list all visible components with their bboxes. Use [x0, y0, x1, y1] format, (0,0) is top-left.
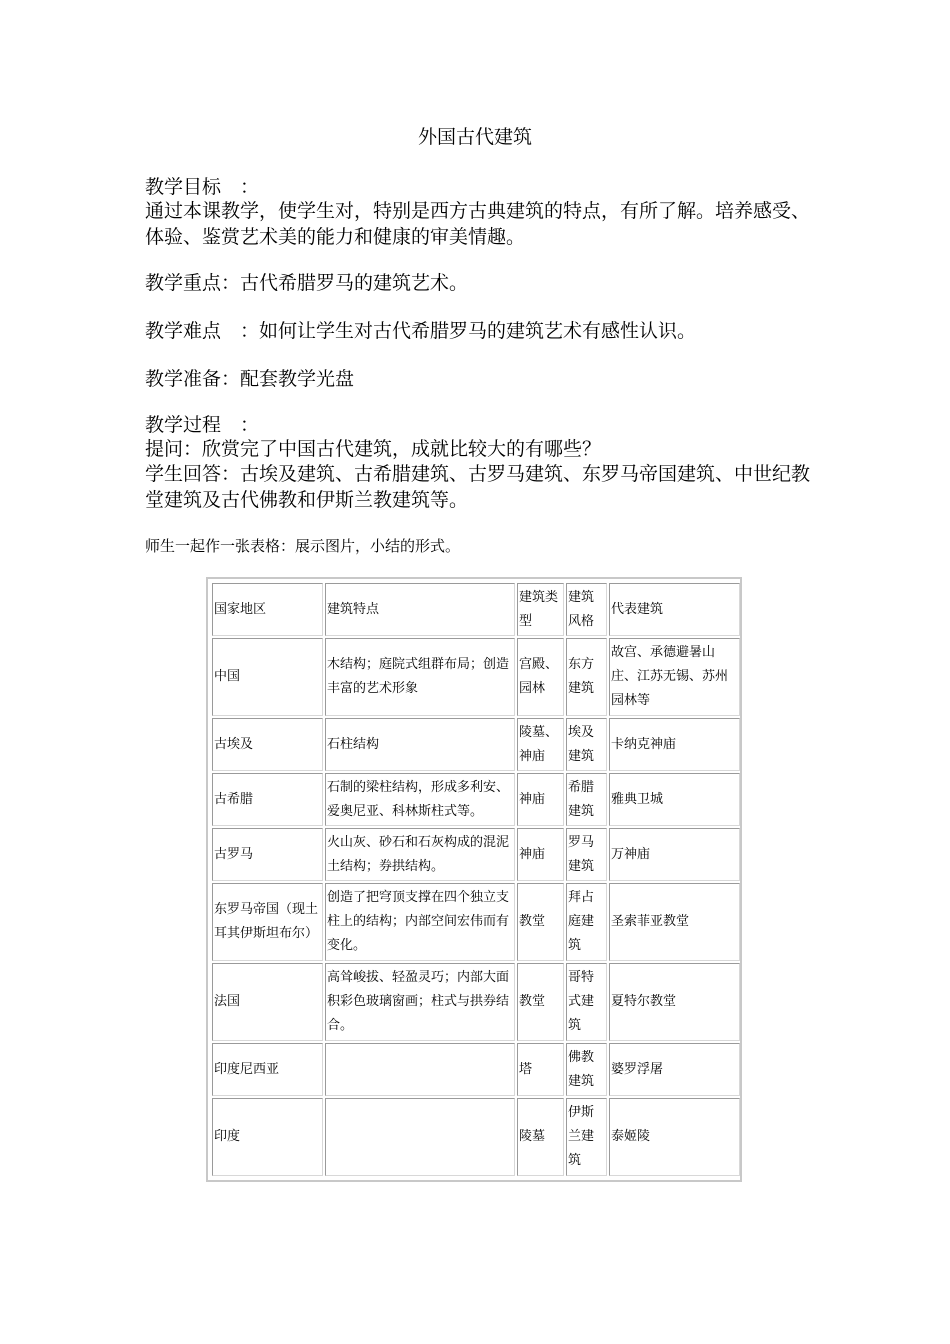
table-cell: 故宫、承德避暑山庄、江苏无锡、苏州园林等: [609, 638, 740, 716]
table-cell: 伊斯兰建筑: [566, 1098, 607, 1176]
table-cell: 火山灰、砂石和石灰构成的混泥土结构；券拱结构。: [325, 828, 515, 881]
table-cell: 雅典卫城: [609, 773, 740, 826]
table-cell: 东罗马帝国（现土耳其伊斯坦布尔）: [212, 883, 323, 961]
header-cell: 建筑特点: [325, 583, 515, 636]
table-cell: 石柱结构: [325, 718, 515, 771]
table-row: [212, 963, 740, 1041]
table-cell: [325, 1043, 515, 1096]
table-cell: 宫殿、园林: [517, 638, 564, 716]
table-cell: 创造了把穹顶支撑在四个独立支柱上的结构；内部空间宏伟而有变化。: [325, 883, 515, 961]
table-cell: 圣索菲亚教堂: [609, 883, 740, 961]
header-cell: 国家地区: [212, 583, 323, 636]
table-cell: 泰姬陵: [609, 1098, 740, 1176]
table-cell: 印度: [212, 1098, 323, 1176]
table-cell: 哥特式建筑: [566, 963, 607, 1041]
header-cell: 代表建筑: [609, 583, 740, 636]
table-cell: 拜占庭建筑: [566, 883, 607, 961]
table-row: [212, 828, 740, 881]
table-cell: 埃及建筑: [566, 718, 607, 771]
table-cell: 陵墓: [517, 1098, 564, 1176]
table-cell: 木结构；庭院式组群布局；创造丰富的艺术形象: [325, 638, 515, 716]
table-cell: 塔: [517, 1043, 564, 1096]
table-cell: 卡纳克神庙: [609, 718, 740, 771]
table-row: [212, 718, 740, 771]
table-cell: 法国: [212, 963, 323, 1041]
process-heading: 教学过程 ：: [145, 414, 260, 436]
table-cell: 高耸峻拔、轻盈灵巧；内部大面积彩色玻璃窗画；柱式与拱券结合。: [325, 963, 515, 1041]
difficulty: 教学难点 ：如何让学生对古代希腊罗马的建筑艺术有感性认识。: [145, 320, 697, 342]
answer: 学生回答：古埃及建筑、古希腊建筑、古罗马建筑、东罗马帝国建筑、中世纪教堂建筑及古代佛教和伊斯兰教建筑等。: [145, 463, 811, 511]
table-cell: 石制的梁柱结构，形成多利安、爱奥尼亚、科林斯柱式等。: [325, 773, 515, 826]
table-cell: 希腊建筑: [566, 773, 607, 826]
table-cell: 古罗马: [212, 828, 323, 881]
table-cell: 神庙: [517, 773, 564, 826]
table-cell: 教堂: [517, 963, 564, 1041]
table-cell: 东方建筑: [566, 638, 607, 716]
table-cell: 印度尼西亚: [212, 1043, 323, 1096]
table-header-row: [212, 583, 740, 636]
page-title: 外国古代建筑: [417, 126, 532, 148]
preparation: 教学准备：配套教学光盘: [145, 368, 355, 390]
table-cell: 古希腊: [212, 773, 323, 826]
table-cell: 教堂: [517, 883, 564, 961]
table-cell: 佛教建筑: [566, 1043, 607, 1096]
table-row: [212, 883, 740, 961]
table-cell: 罗马建筑: [566, 828, 607, 881]
architecture-table: [206, 577, 742, 1182]
table-cell: 陵墓、神庙: [517, 718, 564, 771]
table-cell: 夏特尔教堂: [609, 963, 740, 1041]
table-row: [212, 638, 740, 716]
table-cell: 神庙: [517, 828, 564, 881]
table-row: [212, 1043, 740, 1096]
question: 提问：欣赏完了中国古代建筑，成就比较大的有哪些？: [145, 438, 602, 460]
objective-heading: 教学目标 ：: [145, 176, 260, 198]
table-cell: 古埃及: [212, 718, 323, 771]
table-cell: 万神庙: [609, 828, 740, 881]
header-cell: 建筑类型: [517, 583, 564, 636]
table-cell: 婆罗浮屠: [609, 1043, 740, 1096]
table-cell: [325, 1098, 515, 1176]
table-row: [212, 1098, 740, 1176]
key-point: 教学重点：古代希腊罗马的建筑艺术。: [145, 272, 469, 294]
table-cell: 中国: [212, 638, 323, 716]
header-cell: 建筑风格: [566, 583, 607, 636]
objective-text: 通过本课教学，使学生对，特别是西方古典建筑的特点，有所了解。培养感受、体验、鉴赏艺术美的能力和健康的审美情趣。: [145, 200, 811, 248]
table-intro: 师生一起作一张表格：展示图片，小结的形式。: [145, 537, 461, 555]
table-row: [212, 773, 740, 826]
